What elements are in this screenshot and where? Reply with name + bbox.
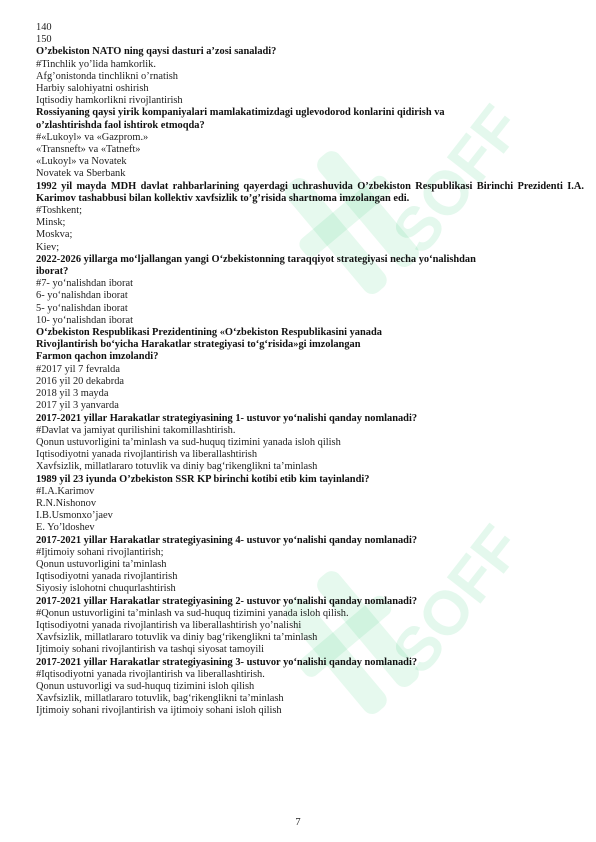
question-block (36, 327, 584, 412)
answer-option: 5- yo‘nalishdan iborat (36, 302, 128, 314)
answer-option: 10- yo‘nalishdan iborat (36, 314, 133, 326)
question-text: 1992 yil mayda MDH davlat rahbarlarining qayerdagi uchrashuvida O’zbekiston Respublikasi Birinchi Prezidenti I.A. Karimov tashabbusi bilan kollektiv xavfsizlik to’g’risida shartnoma imzolangan edi. (36, 180, 584, 204)
question-text: o’zlashtirishda faol ishtirok etmoqda? (36, 119, 205, 131)
answer-option: Iqtisodiy hamkorlikni rivojlantirish (36, 95, 183, 107)
answer-option: Iqtisodiyotni yanada rivojlantirish va liberallashtirish (36, 449, 258, 461)
question-text: Rivojlantirish bo‘yicha Harakatlar strategiyasi to‘g‘risida»gi imzolangan (36, 339, 361, 351)
question-block (36, 181, 584, 254)
watermark-text-1: SOFF (379, 93, 536, 267)
answer-option: I.B.Usmonxo’jaev (36, 510, 113, 522)
correct-answer-option: #«Lukoyl» va «Gazprom.» (36, 131, 149, 143)
question-text: Rossiyaning qaysi yirik kompaniyalari mamlakatimizdagi uglevodorod konlarini qidirish va (36, 107, 445, 119)
watermark-text-2: SOFF (379, 513, 536, 687)
question-block (36, 474, 584, 535)
answer-option: 2016 yil 20 dekabrda (36, 375, 125, 387)
answer-option: Qonun ustuvorligini ta’minlash (36, 558, 167, 570)
answer-option: Iqtisodiyotni yanada rivojlantirish va liberallashtirish yo’nalishi (36, 619, 302, 631)
question-list (36, 46, 584, 717)
answer-option: Qonun ustuvorligini ta’minlash va sud-huquq tizimini yanada isloh qilish (36, 436, 341, 448)
question-text: 2017-2021 yillar Harakatlar strategiyasining 3- ustuvor yo‘nalishi qanday nomlanadi? (36, 656, 418, 668)
page-number: 7 (295, 817, 301, 828)
answer-option: Xavfsizlik, millatlararo totuvlik va diniy bag‘rikenglikni ta’minlash (36, 461, 318, 473)
answer-option: Xavfsizlik, millatlararo totuvlik, bag‘rikenglikni ta’minlash (36, 693, 284, 705)
question-text: 2017-2021 yillar Harakatlar strategiyasining 2- ustuvor yo‘nalishi qanday nomlanadi? (36, 595, 418, 607)
correct-answer-option: #Davlat va jamiyat qurilishini takomillashtirish. (36, 424, 236, 436)
header-number: 150 (36, 34, 52, 46)
question-text: Farmon qachon imzolandi? (36, 351, 159, 363)
answer-option: «Lukoyl» va Novatek (36, 156, 127, 168)
question-text: iborat? (36, 266, 69, 278)
correct-answer-option: #Tinchlik yo’lida hamkorlik. (36, 58, 156, 70)
question-block (36, 657, 584, 718)
correct-answer-option: #Toshkent; (36, 205, 83, 217)
answer-option: Minsk; (36, 217, 66, 229)
question-block (36, 46, 584, 107)
answer-option: Iqtisodiyotni yanada rivojlantirish (36, 571, 178, 583)
header-number: 140 (36, 22, 52, 33)
answer-option: 6- yo‘nalishdan iborat (36, 290, 128, 302)
answer-option: Afg’onistonda tinchlikni o’rnatish (36, 70, 178, 82)
question-block (36, 254, 584, 327)
answer-option: E. Yo’ldoshev (36, 522, 95, 534)
question-block (36, 107, 584, 180)
question-block (36, 535, 584, 596)
question-text: 2022-2026 yillarga mo‘ljallangan yangi O‘zbekistonning taraqqiyot strategiyasi necha yo‘nalishdan (36, 253, 476, 265)
correct-answer-option: #Iqtisodiyotni yanada rivojlantirish va liberallashtirish. (36, 668, 265, 680)
answer-option: Siyosiy islohotni chuqurlashtirish (36, 583, 176, 595)
correct-answer-option: #7- yo‘nalishdan iborat (36, 278, 133, 290)
answer-option: Moskva; (36, 229, 73, 241)
question-block (36, 413, 584, 474)
correct-answer-option: #Qonun ustuvorligini ta’minlash va sud-huquq tizimini yanada isloh qilish. (36, 607, 349, 619)
answer-option: Ijtimoiy sohani rivojlantirish va ijtimoiy sohani isloh qilish (36, 705, 282, 717)
answer-option: Qonun ustuvorligi va sud-huquq tizimini isloh qilish (36, 680, 255, 692)
answer-option: R.N.Nishonov (36, 497, 97, 509)
question-text: O‘zbekiston Respublikasi Prezidentining «O‘zbekiston Respublikasini yanada (36, 327, 382, 339)
question-text: 2017-2021 yillar Harakatlar strategiyasining 4- ustuvor yo‘nalishi qanday nomlanadi? (36, 534, 418, 546)
answer-option: Ijtimoiy sohani rivojlantirish va tashqi siyosat tamoyili (36, 644, 264, 656)
correct-answer-option: #I.A.Karimov (36, 485, 95, 497)
correct-answer-option: #Ijtimoiy sohani rivojlantirish; (36, 546, 164, 558)
question-block (36, 596, 584, 657)
answer-option: Harbiy salohiyatni oshirish (36, 83, 149, 95)
answer-option: Novatek va Sberbank (36, 168, 126, 180)
correct-answer-option: #2017 yil 7 fevralda (36, 363, 120, 375)
question-text: O’zbekiston NATO ning qaysi dasturi a’zosi sanaladi? (36, 46, 277, 58)
question-text: 2017-2021 yillar Harakatlar strategiyasining 1- ustuvor yo‘nalishi qanday nomlanadi? (36, 412, 418, 424)
answer-option: 2017 yil 3 yanvarda (36, 400, 119, 412)
answer-option: «Transneft» va «Tatneft» (36, 144, 141, 156)
quiz-content (36, 22, 584, 718)
question-text: 1989 yil 23 iyunda O’zbekiston SSR KP birinchi kotibi etib kim tayinlandi? (36, 473, 370, 485)
answer-option: Xavfsizlik, millatlararo totuvlik va diniy bag‘rikenglikni ta’minlash (36, 632, 318, 644)
answer-option: 2018 yil 3 mayda (36, 388, 109, 400)
answer-option: Kiev; (36, 241, 60, 253)
